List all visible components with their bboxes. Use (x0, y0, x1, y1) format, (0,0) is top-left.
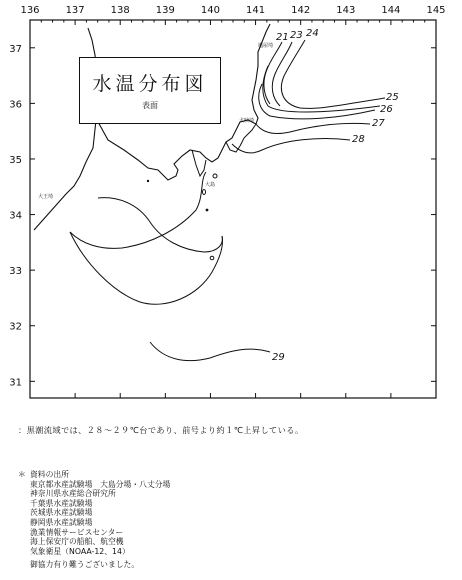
label-daiozaki: 大王埼 (38, 194, 54, 200)
isotherm-23 (272, 42, 292, 106)
label-shiogamazaki: 塩屋埼 (258, 43, 274, 49)
longitude-label: 136 (20, 5, 40, 16)
coastline-boso (226, 124, 256, 152)
latitude-label: 36 (9, 99, 22, 111)
latitude-label: 34 (9, 210, 22, 222)
source-item: 漁業情報サービスセンター (30, 527, 124, 537)
island-izu-chain-2 (206, 209, 209, 212)
isotherm-label-28: 28 (352, 134, 365, 145)
source-item: 茨城県水産試験場 (30, 508, 93, 518)
data-sources (18, 470, 170, 556)
isotherm-28-southern (70, 172, 206, 248)
longitude-label: 140 (200, 5, 220, 16)
longitude-label: 137 (65, 5, 85, 16)
sources-heading-mark: ＊ (18, 470, 26, 479)
island-oshima (213, 174, 217, 178)
latitude-label: 35 (9, 154, 22, 166)
isotherm-label-27: 27 (372, 118, 385, 129)
isotherm-25 (263, 66, 380, 112)
isotherm-28-offshore (98, 198, 222, 252)
source-item: 海上保安庁の船舶、航空機 (30, 537, 124, 547)
longitude-label: 138 (110, 5, 130, 16)
label-oshima: 大島 (205, 182, 216, 188)
coastline-izu (192, 150, 206, 176)
longitude-label: 143 (336, 5, 356, 16)
map-subtitle: 表面 (142, 101, 158, 110)
longitude-label: 145 (426, 5, 446, 16)
latitude-label: 32 (9, 321, 22, 333)
source-item: 神奈川県水産総合研究所 (30, 489, 116, 499)
source-item: 千葉県水産試験場 (30, 498, 93, 508)
island-izu-chain-1 (203, 190, 206, 195)
coastline-honshu (34, 24, 270, 230)
latitude-label: 31 (9, 377, 22, 389)
longitude-label: 139 (155, 5, 175, 16)
isotherm-label-23: 23 (290, 30, 303, 41)
longitude-label: 142 (291, 5, 311, 16)
kuroshio-note: ：黒潮流域では、２８～２９℃台であり、前号より約１℃上昇している。 (18, 425, 304, 435)
label-inubozaki: 犬吠埼 (239, 118, 255, 124)
longitude-tick-labels (20, 5, 445, 16)
isotherm-24 (281, 40, 385, 108)
longitude-label: 141 (246, 5, 266, 16)
isotherm-28-loop (70, 232, 223, 304)
sources-heading-row (18, 470, 170, 480)
isotherm-label-21: 21 (276, 32, 289, 43)
isotherm-29 (150, 342, 270, 361)
latitude-label: 37 (9, 43, 22, 55)
isotherm-27 (256, 123, 370, 133)
isotherm-label-24: 24 (306, 28, 319, 39)
longitude-label: 144 (381, 5, 401, 16)
latitude-tick-labels (9, 44, 22, 389)
isotherm-28 (232, 138, 350, 152)
sources-heading: 資料の出所 (30, 470, 69, 479)
island-hachijo (210, 256, 214, 260)
source-item: 静岡県水産試験場 (30, 517, 93, 527)
acknowledgement: 御協力有り難うございました。 (30, 560, 140, 569)
source-item: 気象衛星（NOAA-12、14） (30, 546, 130, 556)
latitude-label: 33 (9, 266, 22, 278)
map-title-box (79, 57, 221, 124)
isotherm-label-25: 25 (386, 92, 399, 103)
source-item: 東京都水産試験場 大島分場・八丈分場 (30, 479, 171, 489)
map-title: 水温分布図 (92, 73, 208, 95)
isotherm-label-26: 26 (380, 104, 393, 115)
isotherm-label-29: 29 (272, 352, 285, 363)
island-small (147, 180, 149, 182)
